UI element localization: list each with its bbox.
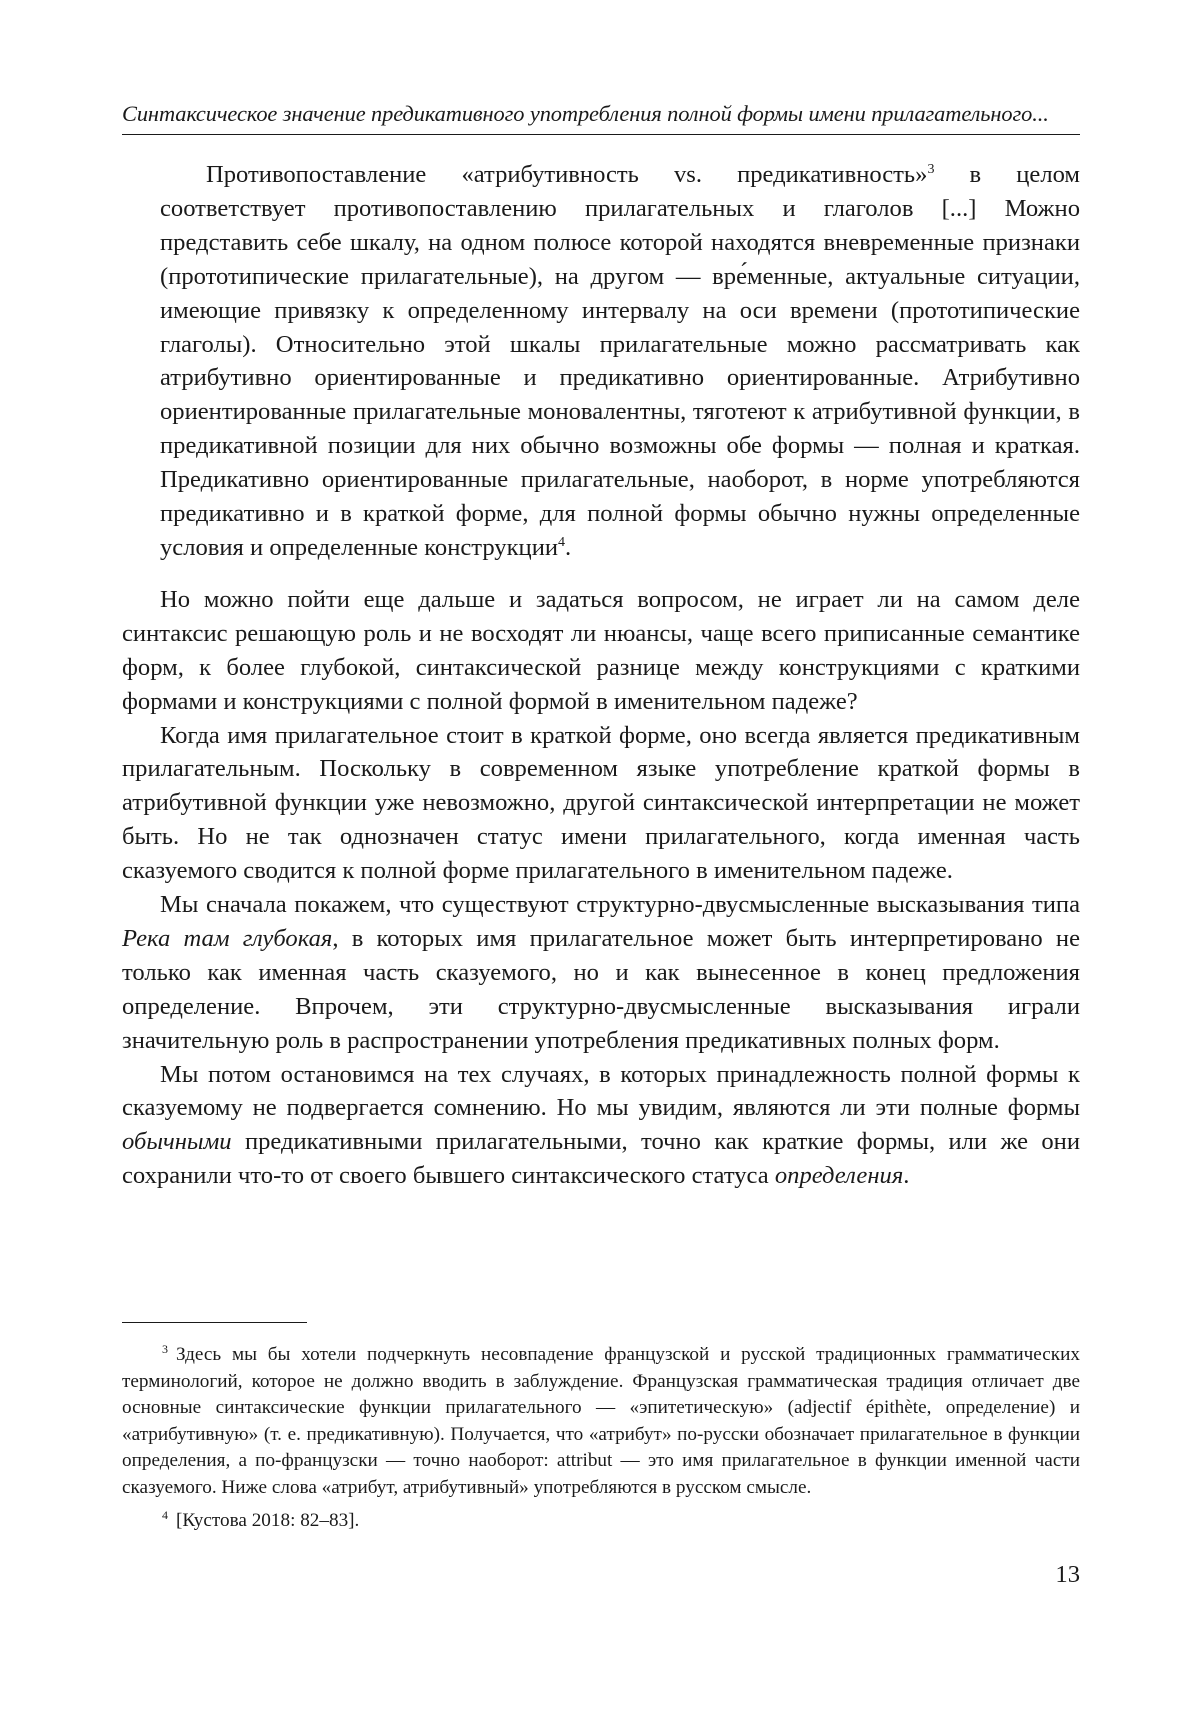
quote-text-part2: в целом соответствует противопоставлению прилагательных и глаголов [...] Можно представить себе шкалу, на одном полюсе которой находятся вневременные признаки (прототипические прилагательные), на другом — вре́менные, актуальные ситуации, имеющие привязку к определенному интервалу на оси времени (прототипические глаголы). Относительно этой шкалы прилагательные можно рассматривать как атрибутивно ориентированные и предикативно ориентированные. Атрибутивно ориентированные прилагательные моновалентны, тяготеют к атрибутивной функции, в предикативной позиции для них обычно возможны обе формы — полная и краткая. Предикативно ориентированные прилагательные, наоборот, в норме употребляются предикативно и в краткой форме, для полной формы обычно нужны определенные условия и определенные конструкции [160, 161, 1080, 561]
quote-paragraph [160, 158, 1080, 565]
running-head: Синтаксическое значение предикативного употребления полной формы имени прилагательного... [122, 101, 1049, 126]
paragraph-4 [122, 1058, 1080, 1194]
page-number: 13 [1055, 1561, 1080, 1588]
quote-text-part1: Противопоставление «атрибутивность vs. предикативность» [206, 161, 928, 188]
footnote-4 [122, 1508, 1080, 1535]
block-quote [160, 158, 1080, 565]
book-page [122, 0, 1080, 1710]
emphasis-opredeleniya: определения [774, 1162, 904, 1190]
footnotes [122, 1342, 1080, 1534]
quote-text-part3: . [565, 533, 572, 561]
paragraph-3-text-b: , в которых имя прилагательное может быть интерпретировано не только как именная часть сказуемого, но и как вынесенное в конец предложения определение. Впрочем, эти структурно-двусмысленные высказывания играли значительную роль в распространении употребления предикативных полных форм. [122, 924, 1080, 1054]
footnote-3 [122, 1342, 1080, 1502]
emphasis-obychnymi: обычными [122, 1128, 232, 1156]
footnote-number: 4 [162, 1507, 168, 1522]
main-text [122, 158, 1080, 1193]
paragraph-4-text-b: предикативными прилагательными, точно как краткие формы, или же они сохранили что-то от своего бывшего синтаксического статуса [122, 1128, 1080, 1190]
footnote-ref-3[interactable]: 3 [927, 162, 935, 177]
footnote-separator [122, 1322, 307, 1323]
example-phrase: Река там глубокая [122, 924, 333, 952]
paragraph-4-text-a: Мы потом остановимся на тех случаях, в которых принадлежность полной формы к сказуемому не подвергается сомнению. Но мы увидим, являются ли эти полные формы [122, 1060, 1080, 1122]
footnote-number: 3 [162, 1342, 168, 1356]
header-rule [122, 134, 1080, 135]
paragraph-4-text-c: . [903, 1162, 910, 1190]
body-paragraphs [122, 583, 1080, 1193]
paragraph-2: Когда имя прилагательное стоит в краткой форме, оно всегда является предикативным прилагательным. Поскольку в современном языке употребление краткой формы в атрибутивной функции уже невозможно, другой синтаксической интерпретации не может быть. Но не так однозначен статус имени прилагательного, когда именная часть сказуемого сводится к полной форме прилагательного в именительном падеже. [122, 721, 1080, 885]
footnote-text: Здесь мы бы хотели подчеркнуть несовпадение французской и русской традиционных грамматических терминологий, которое не должно вводить в заблуждение. Французская грамматическая традиция отличает две основные синтаксические функции прилагательного — «эпитетическую» (adjectif épithète, определение) и «атрибутивную» (т. е. предикативную). Получается, что «атрибут» по-русски обозначает прилагательное в функции определения, а по-французски — точно наоборот: attribut — это имя прилагательное в функции именной части сказуемого. Ниже слова «атрибут, атрибутивный» употребляются в русском смысле. [122, 1344, 1080, 1498]
paragraph-1: Но можно пойти еще дальше и задаться вопросом, не играет ли на самом деле синтаксис решающую роль и не восходят ли нюансы, чаще всего приписанные семантике форм, к более глубокой, синтаксической разнице между конструкциями с краткими формами и конструкциями с полной формой в именительном падеже? [122, 585, 1080, 715]
paragraph-3-text-a: Мы сначала покажем, что существуют структурно-двусмысленные высказывания типа [160, 891, 1080, 919]
paragraph-3 [122, 888, 1080, 1058]
footnote-text: [Кустова 2018: 82–83]. [176, 1509, 360, 1531]
footnote-ref-4[interactable]: 4 [558, 534, 566, 550]
